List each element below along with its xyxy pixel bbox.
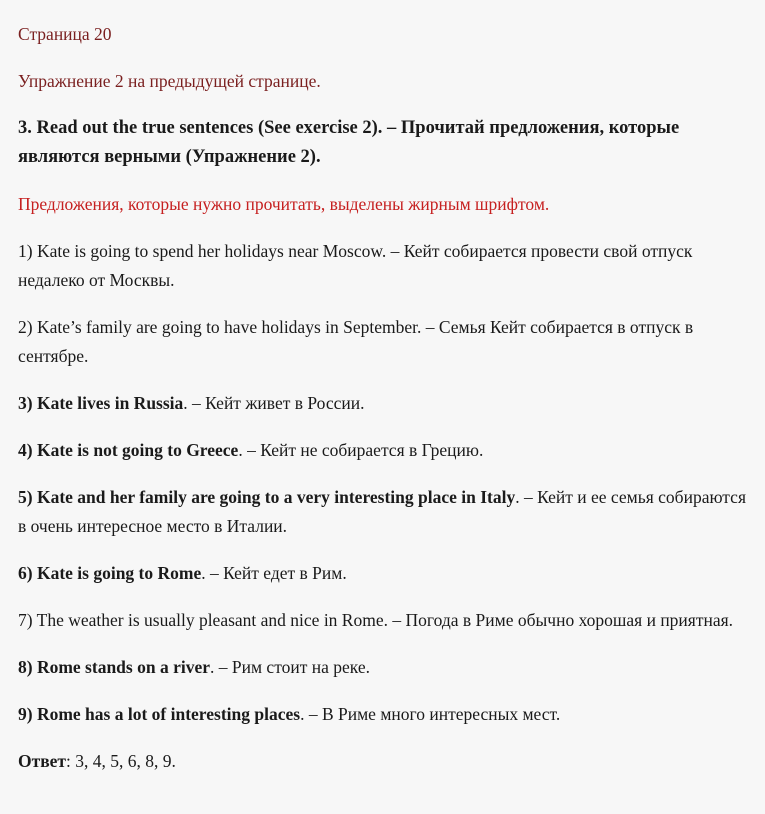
sentence-3 — [18, 389, 747, 418]
sentence-5-en: 5) Kate and her family are going to a very interesting place in Italy — [18, 487, 516, 507]
sentence-4 — [18, 436, 747, 465]
sentence-3-ru: . – Кейт живет в России. — [183, 393, 365, 413]
sentence-3-en: 3) Kate lives in Russia — [18, 393, 184, 413]
sentence-7-ru: – Погода в Риме обычно хорошая и приятная. — [388, 610, 734, 630]
sentence-7 — [18, 606, 747, 635]
sentence-9-ru: . – В Риме много интересных мест. — [300, 704, 561, 724]
answer-line — [18, 747, 747, 776]
sentence-2-en: 2) Kate’s family are going to have holidays in September. — [18, 317, 422, 337]
answer-value: : 3, 4, 5, 6, 8, 9. — [66, 751, 176, 771]
sentence-1-ru: – Кейт собирается провести свой отпуск недалеко от Москвы. — [18, 241, 693, 290]
sentence-1-en: 1) Kate is going to spend her holidays near Moscow. — [18, 241, 387, 261]
sentence-6 — [18, 559, 747, 588]
sentence-8-ru: . – Рим стоит на реке. — [210, 657, 370, 677]
sentence-5 — [18, 483, 747, 541]
page-label: Страница 20 — [18, 24, 112, 44]
sentence-4-ru: . – Кейт не собирается в Грецию. — [238, 440, 484, 460]
sentence-4-en: 4) Kate is not going to Greece — [18, 440, 239, 460]
instruction-hint: Предложения, которые нужно прочитать, выделены жирным шрифтом. — [18, 194, 550, 214]
exercise-note: Упражнение 2 на предыдущей странице. — [18, 71, 321, 91]
sentence-7-en: 7) The weather is usually pleasant and nice in Rome. — [18, 610, 388, 630]
sentence-2-ru: – Семья Кейт собирается в отпуск в сентябре. — [18, 317, 694, 366]
sentence-6-ru: . – Кейт едет в Рим. — [201, 563, 347, 583]
sentence-8 — [18, 653, 747, 682]
sentence-9 — [18, 700, 747, 729]
sentence-5-ru: . – Кейт и ее семья собираются в очень интересное место в Италии. — [18, 487, 746, 536]
sentence-6-en: 6) Kate is going to Rome — [18, 563, 202, 583]
sentence-8-en: 8) Rome stands on a river — [18, 657, 210, 677]
sentence-2 — [18, 313, 747, 371]
sentence-1 — [18, 237, 747, 295]
answer-label: Ответ — [18, 751, 67, 771]
sentence-9-en: 9) Rome has a lot of interesting places — [18, 704, 301, 724]
exercise-heading: 3. Read out the true sentences (See exercise 2). – Прочитай предложения, которые являются верными (Упражнение 2). — [18, 118, 680, 167]
